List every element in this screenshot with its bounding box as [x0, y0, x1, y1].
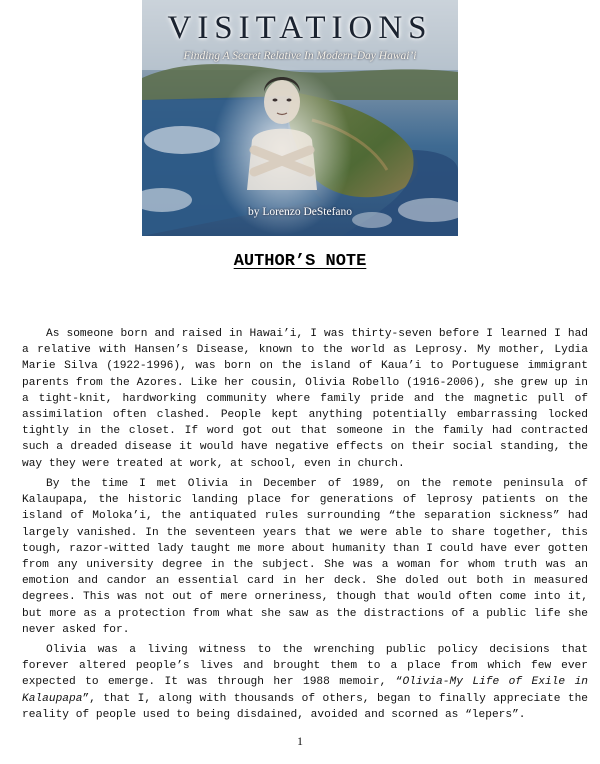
paragraph-3	[22, 642, 588, 723]
paragraph-3-text-end: ”, that I, along with thousands of others, began to finally appreciate the reality of people used to being disdained, avoided and scorned as “lepers”.	[22, 692, 588, 721]
cover-title: VISITATIONS	[167, 10, 433, 46]
paragraph-1: As someone born and raised in Hawai’i, I was thirty-seven before I learned I had a relative with Hansen’s Disease, known to the world as Leprosy. My mother, Lydia Marie Silva (1922-1996), was born on the island of Kaua’i to Portuguese immigrant parents from the Azores. Like her cousin, Olivia Robello (1916-2006), she grew up in a tight-knit, hardworking community where family pride and the magnetic pull of assimilation often clashed. People kept anything potentially embarrassing locked tightly in the closet. If word got out that someone in the family had contracted such a dreaded disease it would have negative effects on their social standing, the way they were treated at work, at school, even in church.	[22, 328, 588, 470]
book-cover-image	[142, 0, 458, 236]
paragraph-2: By the time I met Olivia in December of 1989, on the remote peninsula of Kalaupapa, the historic landing place for generations of leprosy patients on the island of Moloka’i, the antiquated rules surrounding “the separation sickness” had largely vanished. In the seventeen years that we were able to share together, this tough, razor-witted lady taught me more about humanity than I could have ever gotten from any university degree in the subject. She was a woman for whom truth was an emotion and candor an essential card in her deck. She doled out both in measured degrees. This was not out of mere orneriness, though that would often come into it, but more as a protection from what she saw as the distractions of a public life she never asked for.	[22, 478, 588, 636]
section-heading: AUTHOR’S NOTE	[233, 252, 367, 271]
paragraph-3-text-start: Olivia was a living witness to the wrenching public policy decisions that forever altered people’s lives and brought them to a place from which few ever expected to emerge. It was through her 1988 memoir, “	[22, 644, 588, 689]
memoir-title: Olivia-My Life of Exile in Kalaupapa	[22, 676, 588, 705]
cover-byline: by Lorenzo DeStefano	[247, 206, 353, 218]
cover-subtitle: Finding A Secret Relative In Modern-Day Hawai’i	[183, 50, 417, 62]
page-number: 1	[297, 734, 303, 748]
